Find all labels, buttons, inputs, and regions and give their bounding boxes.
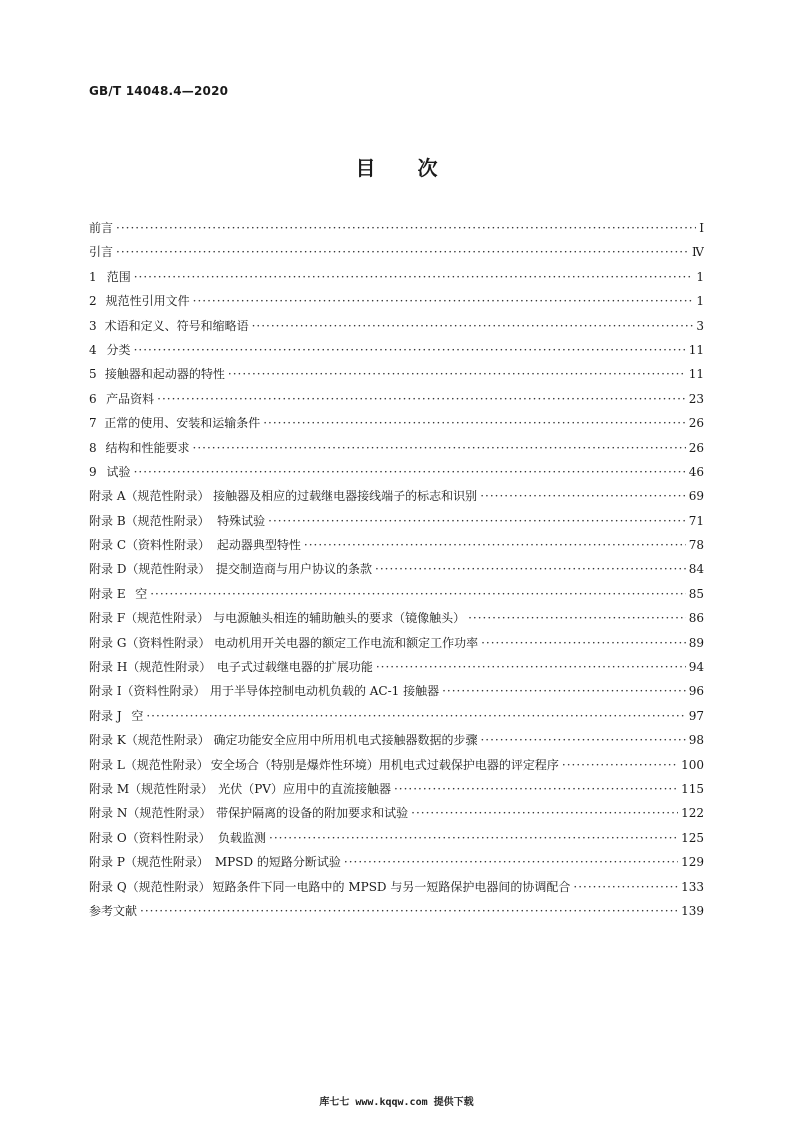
toc-entry-number: 7 — [89, 416, 97, 431]
toc-entry-annex-label: 附录 K（规范性附录） — [89, 733, 210, 748]
toc-entry-annex-label: 附录 C（资料性附录） — [89, 538, 210, 553]
toc-entry-title: 短路条件下同一电路中的 MPSD 与另一短路保护电器间的协调配合 — [212, 879, 571, 894]
toc-entry[interactable] — [89, 338, 704, 362]
toc-entry-number: 9 — [89, 464, 97, 479]
toc-entry-title: 范围 — [106, 269, 131, 284]
toc-entry[interactable] — [89, 240, 704, 264]
toc-entry-page-number: 26 — [688, 416, 704, 431]
toc-dot-leader — [134, 265, 694, 289]
toc-entry-title: 与电源触头相连的辅助触头的要求（镜像触头） — [213, 611, 466, 626]
standard-number: GB/T 14048.4—2020 — [89, 84, 229, 98]
toc-entry[interactable] — [89, 704, 704, 728]
toc-dot-leader — [376, 655, 686, 679]
toc-dot-leader — [134, 460, 686, 484]
toc-entry-page-number: 26 — [688, 440, 704, 455]
toc-entry-page-number: 69 — [688, 489, 704, 504]
toc-title-left: 目 — [355, 156, 376, 180]
toc-entry[interactable] — [89, 362, 704, 386]
toc-entry[interactable] — [89, 484, 704, 508]
toc-entry[interactable] — [89, 875, 704, 899]
toc-entry-title: 术语和定义、符号和缩略语 — [104, 318, 249, 333]
toc-entry-page-number: 97 — [688, 708, 704, 723]
toc-entry[interactable] — [89, 411, 704, 435]
toc-entry-page-number: 11 — [688, 367, 704, 382]
toc-entry-annex-label: 附录 D（规范性附录） — [89, 562, 211, 577]
toc-dot-leader — [134, 338, 686, 362]
toc-list — [89, 216, 704, 923]
toc-entry[interactable] — [89, 289, 704, 313]
toc-entry-title: 接触器和起动器的特性 — [104, 367, 225, 382]
toc-entry-annex-label: 附录 H（规范性附录） — [89, 660, 212, 675]
toc-entry-page-number: 23 — [688, 391, 704, 406]
toc-entry-title: 试验 — [106, 464, 131, 479]
toc-entry-number: 1 — [89, 269, 97, 284]
toc-entry-annex-label: 附录 G（资料性附录） — [89, 635, 211, 650]
toc-dot-leader — [116, 240, 689, 264]
toc-entry-title: 分类 — [106, 342, 131, 357]
toc-entry[interactable] — [89, 265, 704, 289]
toc-entry-title: 产品资料 — [106, 391, 155, 406]
toc-entry-title: 结构和性能要求 — [105, 440, 190, 455]
toc-entry-title: 起动器典型特性 — [216, 538, 301, 553]
toc-entry-page-number: Ⅰ — [699, 221, 704, 235]
toc-entry-page-number: 78 — [688, 538, 704, 553]
toc-entry-title: 特殊试验 — [217, 513, 266, 528]
toc-dot-leader — [150, 582, 686, 606]
toc-dot-leader — [263, 411, 685, 435]
toc-dot-leader — [146, 704, 685, 728]
toc-entry-page-number: 94 — [688, 660, 704, 675]
toc-entry-page-number: 100 — [681, 757, 704, 772]
toc-entry-page-number: 1 — [696, 294, 704, 309]
toc-entry-annex-label: 附录 N（规范性附录） — [89, 806, 212, 821]
toc-entry[interactable] — [89, 777, 704, 801]
toc-entry-page-number: 71 — [688, 513, 704, 528]
toc-entry[interactable] — [89, 679, 704, 703]
footer-watermark: 库七七 www.kqqw.com 提供下载 — [319, 1097, 474, 1108]
toc-entry-number: 2 — [89, 294, 97, 309]
toc-entry-title: 规范性引用文件 — [105, 294, 190, 309]
toc-entry-annex-label: 附录 J — [89, 708, 122, 723]
toc-entry-page-number: 1 — [696, 269, 704, 284]
toc-entry-page-number: 125 — [681, 830, 704, 845]
toc-entry-annex-label: 附录 F（规范性附录） — [89, 611, 210, 626]
toc-entry[interactable] — [89, 899, 704, 923]
toc-entry-title: 提交制造商与用户协议的条款 — [216, 562, 373, 577]
toc-entry-title: 前言 — [89, 221, 114, 235]
toc-dot-leader — [269, 826, 678, 850]
toc-entry-number: 6 — [89, 391, 97, 406]
toc-dot-leader — [157, 387, 686, 411]
toc-entry[interactable] — [89, 533, 704, 557]
toc-entry-title: 电动机用开关电器的额定工作电流和额定工作功率 — [214, 635, 479, 650]
toc-dot-leader — [116, 216, 696, 240]
toc-entry-page-number: 115 — [681, 781, 704, 796]
toc-entry-title: 负载监测 — [218, 830, 267, 845]
toc-dot-leader — [394, 777, 678, 801]
toc-entry-number: 5 — [89, 367, 97, 382]
toc-entry-annex-label: 附录 M（规范性附录） — [89, 781, 214, 796]
toc-entry-title: MPSD 的短路分断试验 — [214, 855, 341, 870]
toc-entry-number: 4 — [89, 342, 97, 357]
toc-entry-title: 参考文献 — [89, 903, 138, 918]
toc-entry-title: 安全场合（特别是爆炸性环境）用机电式过载保护电器的评定程序 — [210, 757, 559, 772]
toc-dot-leader — [344, 850, 678, 874]
toc-entry[interactable] — [89, 826, 704, 850]
toc-entry-page-number: 98 — [688, 733, 704, 748]
toc-dot-leader — [468, 606, 686, 630]
toc-entry-number: 3 — [89, 318, 97, 333]
toc-entry[interactable] — [89, 606, 704, 630]
toc-entry-annex-label: 附录 I（资料性附录） — [89, 684, 206, 699]
toc-entry-annex-label: 附录 E — [89, 586, 126, 601]
toc-entry-title: 引言 — [89, 245, 114, 260]
toc-entry-page-number: 86 — [688, 611, 704, 626]
toc-entry[interactable] — [89, 387, 704, 411]
toc-dot-leader — [375, 557, 686, 581]
toc-entry-annex-label: 附录 O（资料性附录） — [89, 830, 211, 845]
toc-dot-leader — [573, 875, 678, 899]
toc-entry-annex-label: 附录 Q（规范性附录） — [89, 879, 211, 894]
toc-entry[interactable] — [89, 314, 704, 338]
toc-entry-annex-label: 附录 B（规范性附录） — [89, 513, 210, 528]
toc-dot-leader — [480, 484, 686, 508]
toc-entry-title: 用于半导体控制电动机负载的 AC-1 接触器 — [209, 684, 440, 699]
toc-entry[interactable] — [89, 557, 704, 581]
toc-entry-title: 确定功能安全应用中所用机电式接触器数据的步骤 — [213, 733, 478, 748]
toc-entry-number: 8 — [89, 440, 97, 455]
toc-dot-leader — [562, 753, 678, 777]
toc-entry-page-number: 129 — [681, 855, 704, 870]
toc-entry-title: 电子式过载继电器的扩展功能 — [216, 660, 373, 675]
toc-entry-title: 正常的使用、安装和运输条件 — [104, 416, 261, 431]
toc-entry[interactable] — [89, 216, 704, 240]
toc-entry[interactable] — [89, 509, 704, 533]
toc-dot-leader — [193, 436, 686, 460]
toc-entry-page-number: 89 — [688, 635, 704, 650]
toc-entry-page-number: 46 — [688, 464, 704, 479]
toc-entry-title: 光伏（PV）应用中的直流接触器 — [218, 781, 391, 796]
toc-dot-leader — [193, 289, 694, 313]
toc-entry[interactable] — [89, 728, 704, 752]
toc-entry-page-number: Ⅳ — [692, 245, 704, 260]
toc-entry-annex-label: 附录 L（规范性附录） — [89, 757, 209, 772]
toc-dot-leader — [480, 728, 685, 752]
toc-entry-title: 接触器及相应的过载继电器接线端子的标志和识别 — [213, 489, 478, 504]
toc-dot-leader — [481, 631, 686, 655]
toc-entry[interactable] — [89, 631, 704, 655]
toc-entry-title: 空 — [131, 708, 144, 723]
toc-entry-annex-label: 附录 P（规范性附录） — [89, 855, 209, 870]
toc-entry-annex-label: 附录 A（规范性附录） — [89, 489, 210, 504]
toc-entry[interactable] — [89, 655, 704, 679]
toc-entry-page-number: 133 — [681, 879, 704, 894]
toc-entry[interactable] — [89, 753, 704, 777]
toc-title — [0, 152, 793, 181]
toc-entry[interactable] — [89, 460, 704, 484]
toc-entry[interactable] — [89, 801, 704, 825]
toc-entry[interactable] — [89, 582, 704, 606]
toc-title-right: 次 — [417, 156, 438, 180]
toc-entry-title: 带保护隔离的设备的附加要求和试验 — [216, 806, 409, 821]
toc-dot-leader — [304, 533, 686, 557]
toc-entry[interactable] — [89, 850, 704, 874]
toc-entry-page-number: 3 — [696, 318, 704, 333]
toc-entry-page-number: 139 — [681, 903, 704, 918]
toc-entry-page-number: 11 — [688, 342, 704, 357]
toc-entry[interactable] — [89, 436, 704, 460]
toc-dot-leader — [228, 362, 686, 386]
toc-dot-leader — [140, 899, 678, 923]
toc-dot-leader — [252, 314, 694, 338]
toc-entry-page-number: 84 — [688, 562, 704, 577]
toc-entry-page-number: 122 — [681, 806, 704, 821]
toc-entry-page-number: 96 — [688, 684, 704, 699]
toc-entry-page-number: 85 — [688, 586, 704, 601]
toc-dot-leader — [411, 801, 678, 825]
toc-dot-leader — [442, 679, 686, 703]
toc-entry-title: 空 — [135, 586, 148, 601]
toc-dot-leader — [268, 509, 686, 533]
